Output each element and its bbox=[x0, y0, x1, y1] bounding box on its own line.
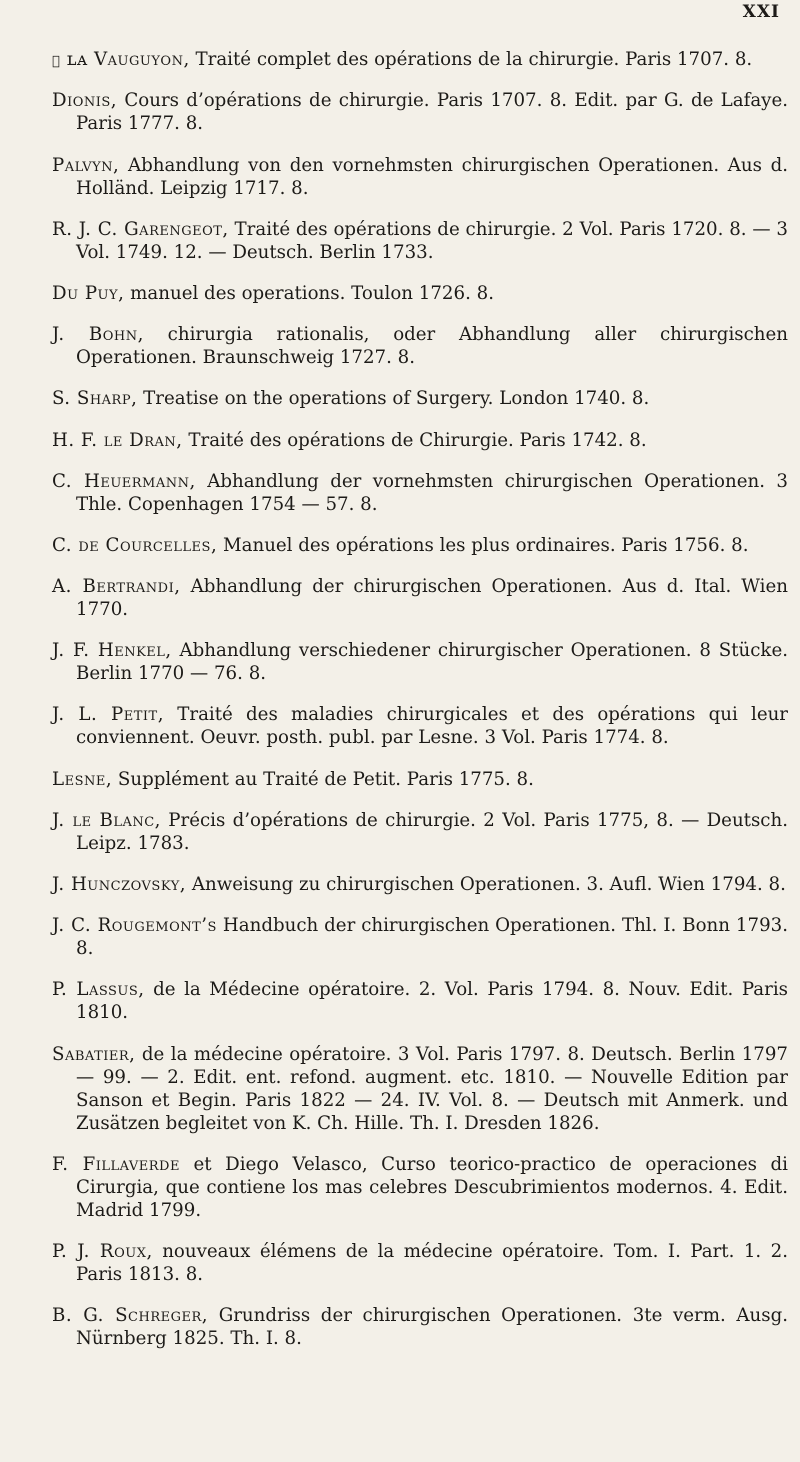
entry-text: Traité des maladies chirurgicales et des opérations qui leur conviennent. Oeuvr. posth. publ. par Lesne. 3 Vol. Paris 1774. 8. bbox=[76, 704, 788, 749]
entry-author: C. Heuermann, bbox=[52, 470, 196, 492]
bibliography-entry bbox=[52, 282, 788, 305]
entry-author: F. Fillaverde bbox=[52, 1153, 180, 1175]
entry-author: Lesne, bbox=[52, 768, 113, 790]
bibliography-entry bbox=[52, 1304, 788, 1350]
entry-author: J. Hunczovsky, bbox=[52, 874, 187, 895]
entry-author: H. F. le Dran, bbox=[52, 429, 183, 451]
entry-author: Du Puy, bbox=[52, 282, 125, 304]
entry-author: J. L. Petit, bbox=[52, 704, 164, 726]
entry-text: Abhandlung der vornehmsten chirurgischen Operationen. 3 Thle. Copenhagen 1754 — 57. 8. bbox=[76, 470, 788, 515]
bibliography-entry bbox=[52, 429, 788, 452]
bibliography-entry bbox=[52, 154, 788, 200]
bibliography-entry bbox=[52, 1240, 788, 1286]
entry-author: J. F. Henkel, bbox=[52, 640, 172, 662]
entry-author: B. G. Schreger, bbox=[52, 1305, 209, 1327]
entry-text: et Diego Velasco, Curso teorico-practico de operaciones di Cirurgia, que contiene los mas celebres Descubrimientos modernos. 4. Edit. Madrid 1799. bbox=[76, 1153, 788, 1221]
bibliography-entry bbox=[52, 914, 788, 960]
entry-text: de la médecine opératoire. 3 Vol. Paris 1797. 8. Deutsch. Berlin 1797 — 99. — 2. Edit. ent. refond. augment. etc. 1810. — Nouvelle Edition par Sanson et Begin. Paris 1822 — 24. IV. Vol. 8. — Deutsch mit Anmerk. und Zusätzen begleitet von K. Ch. Hille. Th. I. Dresden 1826. bbox=[76, 1043, 788, 1134]
bibliography-entry bbox=[52, 1153, 788, 1222]
entry-author: J. le Blanc, bbox=[52, 809, 161, 831]
entry-text: Manuel des opérations les plus ordinaires. Paris 1756. 8. bbox=[217, 534, 749, 556]
bibliography-entry bbox=[52, 470, 788, 516]
entry-author: S. Sharp, bbox=[52, 388, 138, 410]
entry-text: Abhandlung von den vornehmsten chirurgischen Operationen. Aus d. Holländ. Leipzig 1717. 8. bbox=[76, 154, 788, 199]
entry-author: J. C. Rougemont’s bbox=[52, 915, 217, 937]
entry-author: P. Lassus, bbox=[52, 979, 145, 1001]
entry-text: Traité des opérations de Chirurgie. Paris 1742. 8. bbox=[182, 429, 647, 451]
entry-author: Sabatier, bbox=[52, 1043, 136, 1065]
entry-text: de la Médecine opératoire. 2. Vol. Paris 1794. 8. Nouv. Edit. Paris 1810. bbox=[76, 979, 788, 1024]
bibliography-entry bbox=[52, 89, 788, 135]
bibliography-entry bbox=[52, 218, 788, 264]
bibliography-entry bbox=[52, 575, 788, 621]
entry-text: Abhandlung der chirurgischen Operationen. Aus d. Ital. Wien 1770. bbox=[76, 576, 788, 621]
entry-text: Traité complet des opérations de la chirurgie. Paris 1707. 8. bbox=[189, 49, 753, 71]
bibliography-entry bbox=[52, 639, 788, 685]
entry-text: Abhandlung verschiedener chirurgischer Operationen. 8 Stücke. Berlin 1770 — 76. 8. bbox=[76, 640, 788, 685]
entry-author: A. Bertrandi, bbox=[52, 576, 181, 598]
entry-text: chirurgia rationalis, oder Abhandlung aller chirurgischen Operationen. Braunschweig 1727. 8. bbox=[76, 324, 788, 369]
entry-text: Cours d’opérations de chirurgie. Paris 1707. 8. Edit. par G. de Lafaye. Paris 1777. 8. bbox=[76, 90, 788, 135]
entry-text: Précis d’opérations de chirurgie. 2 Vol. Paris 1775, 8. — Deutsch. Leipz. 1783. bbox=[76, 809, 788, 854]
bibliography-entry bbox=[52, 323, 788, 369]
entry-text: Traité des opérations de chirurgie. 2 Vol. Paris 1720. 8. — 3 Vol. 1749. 12. — Deutsch. Berlin 1733. bbox=[76, 218, 788, 263]
entry-author: R. J. C. Garengeot, bbox=[52, 218, 229, 240]
bibliography-entry bbox=[52, 1043, 788, 1135]
bibliography-list bbox=[52, 30, 788, 1362]
entry-author: Dionis, bbox=[52, 90, 118, 112]
entry-text: Grundriss der chirurgischen Operationen. 3te verm. Ausg. Nürnberg 1825. Th. I. 8. bbox=[76, 1305, 789, 1350]
entry-text: Anweisung zu chirurgischen Operationen. 3. Aufl. Wien 1794. 8. bbox=[186, 874, 786, 895]
entry-text: manuel des operations. Toulon 1726. 8. bbox=[124, 282, 494, 304]
entry-text: nouveaux élémens de la médecine opératoire. Tom. I. Part. 1. 2. Paris 1813. 8. bbox=[76, 1240, 788, 1285]
bibliography-entry bbox=[52, 387, 788, 410]
entry-author: P. J. Roux, bbox=[52, 1240, 153, 1262]
bibliography-entry bbox=[52, 809, 788, 855]
entry-text: Supplément au Traité de Petit. Paris 1775. 8. bbox=[112, 768, 534, 790]
bibliography-entry bbox=[52, 768, 788, 791]
bibliography-entry bbox=[52, 48, 788, 71]
bibliography-entry bbox=[52, 978, 788, 1024]
entry-author: J. Bohn, bbox=[52, 324, 144, 346]
entry-author: C. de Courcelles, bbox=[52, 534, 218, 556]
entry-author: ɪ ʟᴀ Vauguyon, bbox=[52, 49, 190, 71]
bibliography-entry bbox=[52, 703, 788, 749]
entry-text: Handbuch der chirurgischen Operationen. Thl. I. Bonn 1793. 8. bbox=[76, 915, 788, 960]
bibliography-entry bbox=[52, 873, 788, 896]
page-number: XXI bbox=[742, 2, 780, 22]
entry-text: Treatise on the operations of Surgery. London 1740. 8. bbox=[137, 388, 650, 410]
bibliography-entry bbox=[52, 534, 788, 557]
entry-author: Palvyn, bbox=[52, 154, 120, 176]
